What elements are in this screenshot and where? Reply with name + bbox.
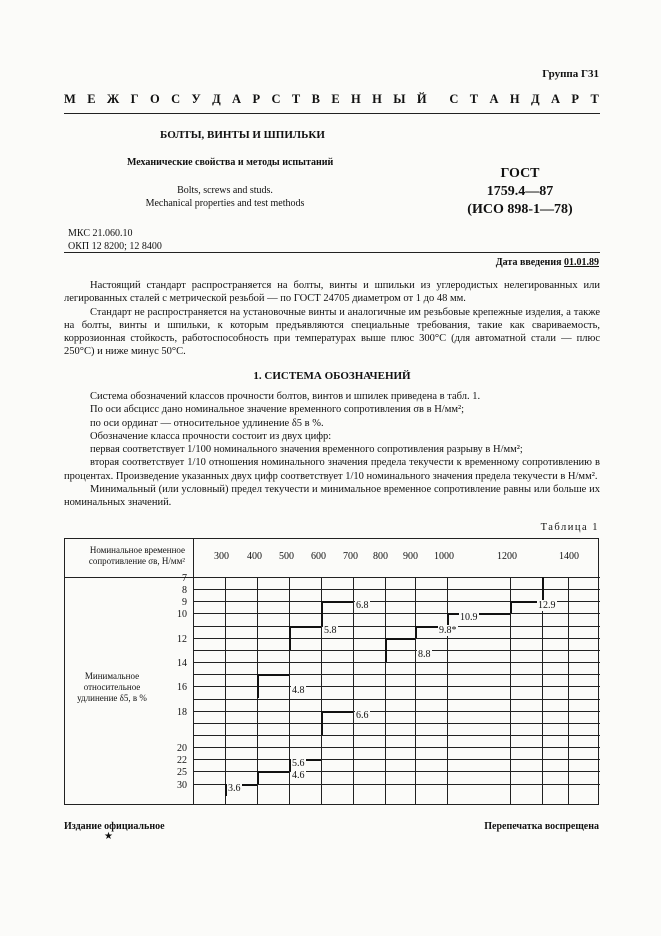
class-boundary <box>321 711 353 713</box>
class-boundary <box>385 638 415 640</box>
y-tick-label: 16 <box>177 682 187 694</box>
class-boundary <box>542 577 544 601</box>
class-boundary <box>289 626 291 650</box>
class-boundary <box>257 674 259 698</box>
strength-class-label: 12.9 <box>538 600 556 612</box>
y-tick-label: 30 <box>177 779 187 791</box>
table-divider <box>193 539 194 805</box>
banner-letter: Ж <box>106 92 120 106</box>
section-line-2: По оси абсцисс дано номинальное значение временного сопротивления σв в Н/мм²; <box>90 404 465 416</box>
banner-letter: Р <box>252 92 261 106</box>
table-header-line <box>65 577 600 578</box>
strength-class-label: 10.9 <box>460 612 478 624</box>
section-line-3: по оси ординат — относительное удлинение δ5 в %. <box>90 417 324 429</box>
banner-letter: Н <box>351 92 361 106</box>
banner-letter: О <box>149 92 160 106</box>
footer-reprint: Перепечатка воспрещена <box>484 821 599 832</box>
mks-code: МКС 21.060.10 <box>68 228 133 239</box>
strength-class-label: 3.6 <box>228 782 241 794</box>
banner-letter: Е <box>87 92 96 106</box>
standard-banner <box>64 92 599 107</box>
x-tick-label: 300 <box>214 551 229 562</box>
banner-letter: Г <box>130 92 139 106</box>
iso-code: (ИСО 898-1—78) <box>467 202 573 217</box>
x-tick-label: 600 <box>311 551 326 562</box>
section-heading: 1. СИСТЕМА ОБОЗНАЧЕНИЙ <box>253 370 411 382</box>
grid-row-line <box>193 759 600 760</box>
star-icon: ★ <box>104 831 113 842</box>
y-tick-label: 20 <box>177 743 187 755</box>
banner-letter: Й <box>416 92 427 106</box>
class-boundary <box>321 601 323 625</box>
class-boundary <box>321 601 353 603</box>
banner-letter: У <box>191 92 201 106</box>
section-line-7: Минимальный (или условный) предел текучести и минимальное временное сопротивление равны или больше их номинальных значений. <box>64 484 600 509</box>
grid-row-line <box>193 711 600 712</box>
strength-class-label: 6.6 <box>356 709 369 721</box>
grid-row-line <box>193 650 600 651</box>
strength-class-label: 6.8 <box>356 600 369 612</box>
table-caption: Таблица 1 <box>540 522 599 533</box>
banner-letter: А <box>551 92 561 106</box>
banner-letter: С <box>271 92 281 106</box>
banner-letter: Т <box>291 92 301 106</box>
grid-row-line <box>193 686 600 687</box>
strength-class-label: 4.6 <box>292 770 305 782</box>
class-boundary <box>385 638 387 662</box>
gost-label: ГОСТ <box>500 166 540 181</box>
intro-date <box>496 257 599 268</box>
footer-official: Издание официальное <box>64 821 165 832</box>
class-boundary <box>257 674 289 676</box>
y-tick-label: 10 <box>177 609 187 621</box>
x-tick-label: 700 <box>343 551 358 562</box>
strength-class-label: 8.8 <box>418 648 431 660</box>
banner-letter: Т <box>469 92 479 106</box>
strength-class-table <box>64 538 599 805</box>
intro-text <box>64 279 600 359</box>
strength-class-label: 9.8* <box>439 624 457 636</box>
intro-date-label: Дата введения <box>495 257 562 268</box>
x-tick-label: 1400 <box>559 551 579 562</box>
banner-letter: Д <box>531 92 540 106</box>
banner-letter: А <box>232 92 242 106</box>
english-title <box>120 184 330 210</box>
banner-letter: С <box>449 92 459 106</box>
english-title-line2: Mechanical properties and test methods <box>145 198 305 209</box>
banner-letter: Н <box>509 92 520 106</box>
x-tick-label: 800 <box>373 551 388 562</box>
y-tick-label: 12 <box>177 633 187 645</box>
x-tick-label: 1000 <box>434 551 454 562</box>
x-axis-header: Номинальное временное сопротивление σв, Н/мм² <box>88 545 185 566</box>
section-text <box>64 390 600 510</box>
intro-paragraph-1: Настоящий стандарт распространяется на болты, винты и шпильки из углеродистых нелегированных или легированных сталей с метрической резьбой — по ГОСТ 24705 диаметром от 1 до 48 мм. <box>64 280 600 305</box>
section-line-5: первая соответствует 1/100 номинального значения временного сопротивления разрыву в Н/мм²; <box>90 444 523 456</box>
classification-codes <box>68 227 162 253</box>
date-rule <box>64 252 600 253</box>
banner-letter: А <box>489 92 499 106</box>
grid-row-line <box>193 771 600 772</box>
banner-letter: Р <box>571 92 580 106</box>
doc-subtitle: Механические свойства и методы испытаний <box>127 157 334 168</box>
y-tick-label: 8 <box>182 585 187 597</box>
banner-letter: Ы <box>393 92 406 106</box>
grid-row-line <box>193 626 600 627</box>
class-boundary <box>447 613 510 615</box>
grid-row-line <box>193 674 600 675</box>
strength-class-label: 4.8 <box>292 685 305 697</box>
gost-number <box>440 165 600 219</box>
x-tick-label: 500 <box>279 551 294 562</box>
y-tick-label: 22 <box>177 755 187 767</box>
banner-letter: Н <box>372 92 382 106</box>
banner-letter: Т <box>590 92 599 106</box>
grid-row-line <box>193 747 600 748</box>
banner-letter: С <box>171 92 181 106</box>
section-line-6: вторая соответствует 1/10 отношения номинального значения предела текучести к временному сопротивлению в процентах. Произведение указанных двух цифр соответствует 1/10 номинального значения предела текучести в Н/мм². <box>64 457 600 482</box>
class-boundary <box>321 711 323 735</box>
x-tick-label: 1200 <box>497 551 517 562</box>
intro-date-value: 01.01.89 <box>564 257 599 268</box>
doc-title: БОЛТЫ, ВИНТЫ И ШПИЛЬКИ <box>160 129 325 141</box>
banner-letter: Е <box>331 92 340 106</box>
grid-row-line <box>193 723 600 724</box>
english-title-line1: Bolts, screws and studs. <box>177 185 273 196</box>
gost-code: 1759.4—87 <box>486 184 554 199</box>
intro-paragraph-2: Стандарт не распространяется на установочные винты и аналогичные им резьбовые крепежные изделия, а также на болты, винты и шпильки, к которым предъявляются специальные требования, такие как свариваемость, коррозионная стойкость, работоспособность при температурах выше плюс 300°С (для автоматной стали — плюс 250°С) и ниже минус 50°С. <box>64 306 600 358</box>
x-tick-label: 900 <box>403 551 418 562</box>
grid-row-line <box>193 735 600 736</box>
x-tick-label: 400 <box>247 551 262 562</box>
y-tick-label: 25 <box>177 767 187 779</box>
y-tick-label: 9 <box>182 597 187 609</box>
banner-letter: М <box>64 92 76 106</box>
strength-class-label: 5.6 <box>292 758 305 770</box>
y-tick-label: 18 <box>177 706 187 718</box>
banner-letter: Д <box>212 92 221 106</box>
class-boundary <box>289 626 321 628</box>
y-tick-label: 14 <box>177 658 187 670</box>
header-rule <box>64 113 600 114</box>
grid-row-line <box>193 589 600 590</box>
section-line-4: Обозначение класса прочности состоит из двух цифр: <box>90 430 332 442</box>
strength-class-label: 5.8 <box>324 624 337 636</box>
group-code: Группа Г31 <box>542 68 599 80</box>
banner-letter: В <box>311 92 320 106</box>
class-boundary <box>257 771 289 773</box>
section-line-1: Система обозначений классов прочности болтов, винтов и шпилек приведена в табл. 1. <box>90 391 481 402</box>
y-tick-label: 7 <box>182 573 187 584</box>
y-axis-header: Минимальное относительное удлинение δ5, в % <box>77 671 147 703</box>
grid-row-line <box>193 613 600 614</box>
okp-code: ОКП 12 8200; 12 8400 <box>68 241 162 252</box>
grid-row-line <box>193 662 600 663</box>
grid-row-line <box>193 699 600 700</box>
